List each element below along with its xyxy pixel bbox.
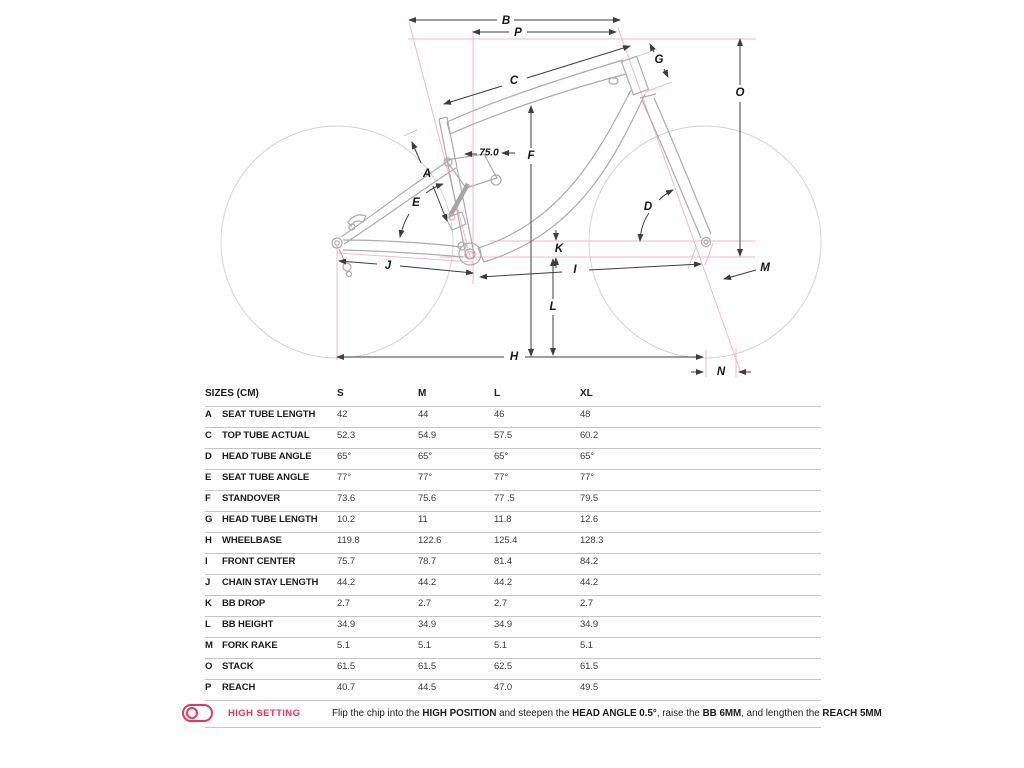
seat-angle-value: 75.0 bbox=[479, 147, 499, 159]
row-P-value-S: 40.7 bbox=[337, 682, 356, 694]
row-D-value-L: 65° bbox=[494, 451, 509, 463]
row-key-F: F bbox=[205, 493, 211, 505]
table-row bbox=[205, 512, 821, 533]
front-axle bbox=[702, 238, 711, 247]
row-label-J: CHAIN STAY LENGTH bbox=[222, 577, 319, 589]
row-key-L: L bbox=[205, 619, 211, 631]
row-J-value-S: 44.2 bbox=[337, 577, 356, 589]
row-C-value-XL: 60.2 bbox=[580, 430, 599, 442]
row-A-value-XL: 48 bbox=[580, 409, 591, 421]
row-O-value-L: 62.5 bbox=[494, 661, 513, 673]
row-I-value-S: 75.7 bbox=[337, 556, 356, 568]
table-row bbox=[205, 554, 821, 575]
geometry-table bbox=[205, 386, 882, 728]
column-header-l: L bbox=[494, 388, 501, 400]
row-key-M: M bbox=[205, 640, 213, 652]
dim-label-E: E bbox=[412, 197, 420, 210]
row-A-value-L: 46 bbox=[494, 409, 505, 421]
row-P-value-XL: 49.5 bbox=[580, 682, 599, 694]
row-label-E: SEAT TUBE ANGLE bbox=[222, 472, 310, 484]
dim-label-O: O bbox=[735, 87, 745, 100]
row-G-value-L: 11.8 bbox=[494, 514, 512, 526]
row-D-value-S: 65° bbox=[337, 451, 352, 463]
row-E-value-M: 77° bbox=[418, 472, 433, 484]
row-key-D: D bbox=[205, 451, 212, 463]
row-D-value-XL: 65° bbox=[580, 451, 595, 463]
row-M-value-M: 5.1 bbox=[418, 640, 431, 652]
row-label-A: SEAT TUBE LENGTH bbox=[222, 409, 316, 421]
table-row bbox=[205, 638, 821, 659]
row-key-K: K bbox=[205, 598, 212, 610]
row-F-value-XL: 79.5 bbox=[580, 493, 599, 505]
row-A-value-S: 42 bbox=[337, 409, 348, 421]
row-E-value-S: 77° bbox=[337, 472, 352, 484]
dim-label-G: G bbox=[654, 54, 664, 67]
row-K-value-L: 2.7 bbox=[494, 598, 507, 610]
row-K-value-XL: 2.7 bbox=[580, 598, 593, 610]
row-E-value-L: 77° bbox=[494, 472, 509, 484]
row-key-G: G bbox=[205, 514, 213, 526]
row-F-value-L: 77 .5 bbox=[494, 493, 515, 505]
table-row bbox=[205, 659, 821, 680]
row-E-value-XL: 77° bbox=[580, 472, 595, 484]
row-K-value-S: 2.7 bbox=[337, 598, 350, 610]
row-label-D: HEAD TUBE ANGLE bbox=[222, 451, 312, 463]
row-key-A: A bbox=[205, 409, 212, 421]
row-M-value-L: 5.1 bbox=[494, 640, 507, 652]
row-L-value-S: 34.9 bbox=[337, 619, 356, 631]
column-header-m: M bbox=[418, 388, 427, 400]
row-label-C: TOP TUBE ACTUAL bbox=[222, 430, 310, 442]
row-L-value-XL: 34.9 bbox=[580, 619, 599, 631]
dim-label-K: K bbox=[554, 243, 564, 256]
dim-label-C: C bbox=[509, 75, 519, 88]
row-I-value-M: 78.7 bbox=[418, 556, 437, 568]
column-header-s: S bbox=[337, 388, 344, 400]
row-L-value-L: 34.9 bbox=[494, 619, 513, 631]
chip-dot-icon bbox=[186, 707, 198, 719]
row-label-I: FRONT CENTER bbox=[222, 556, 296, 568]
dimension-lines bbox=[337, 20, 756, 372]
row-label-K: BB DROP bbox=[222, 598, 266, 610]
row-H-value-S: 119.8 bbox=[337, 535, 360, 547]
row-C-value-S: 52.3 bbox=[337, 430, 356, 442]
row-C-value-M: 54.9 bbox=[418, 430, 437, 442]
row-D-value-M: 65° bbox=[418, 451, 433, 463]
table-row bbox=[205, 491, 821, 512]
row-M-value-XL: 5.1 bbox=[580, 640, 593, 652]
table-row bbox=[205, 533, 821, 554]
row-L-value-M: 34.9 bbox=[418, 619, 437, 631]
dimension-labels bbox=[385, 15, 770, 378]
column-header-xl: XL bbox=[580, 388, 593, 400]
row-H-value-L: 125.4 bbox=[494, 535, 518, 547]
row-key-I: I bbox=[205, 556, 208, 568]
dim-label-P: P bbox=[514, 27, 522, 40]
dim-label-H: H bbox=[509, 351, 519, 364]
wheel-circles bbox=[221, 126, 821, 358]
frame-outline bbox=[332, 56, 711, 276]
table-title: SIZES (CM) bbox=[205, 388, 259, 400]
dim-label-M: M bbox=[760, 262, 770, 275]
row-label-L: BB HEIGHT bbox=[222, 619, 274, 631]
row-H-value-XL: 128.3 bbox=[580, 535, 604, 547]
row-key-C: C bbox=[205, 430, 212, 442]
dim-label-N: N bbox=[716, 366, 726, 379]
row-key-E: E bbox=[205, 472, 212, 484]
high-setting-row bbox=[205, 701, 882, 728]
row-I-value-XL: 84.2 bbox=[580, 556, 599, 568]
row-key-H: H bbox=[205, 535, 212, 547]
frame-logo-badge bbox=[609, 78, 618, 84]
row-label-G: HEAD TUBE LENGTH bbox=[222, 514, 318, 526]
dim-label-A: A bbox=[422, 168, 432, 181]
row-F-value-M: 75.6 bbox=[418, 493, 437, 505]
row-O-value-XL: 61.5 bbox=[580, 661, 599, 673]
row-label-P: REACH bbox=[222, 682, 256, 694]
high-setting-description: Flip the chip into the HIGH POSITION and steepen the HEAD ANGLE 0.5°, raise the BB 6MM, and lengthen the REACH 5MM bbox=[332, 708, 882, 719]
guide-lines bbox=[337, 22, 756, 377]
row-I-value-L: 81.4 bbox=[494, 556, 513, 568]
row-J-value-L: 44.2 bbox=[494, 577, 513, 589]
row-key-J: J bbox=[205, 577, 211, 589]
table-header-row bbox=[205, 386, 821, 407]
row-O-value-M: 61.5 bbox=[418, 661, 437, 673]
dim-label-I: I bbox=[573, 264, 577, 277]
dim-label-L: L bbox=[549, 301, 557, 314]
row-label-H: WHEELBASE bbox=[222, 535, 282, 547]
dim-label-F: F bbox=[527, 150, 535, 163]
row-J-value-M: 44.2 bbox=[418, 577, 437, 589]
row-A-value-M: 44 bbox=[418, 409, 429, 421]
table-row bbox=[205, 470, 821, 491]
row-key-O: O bbox=[205, 661, 213, 673]
row-key-P: P bbox=[205, 682, 212, 694]
chain-stay bbox=[343, 240, 461, 247]
row-label-F: STANDOVER bbox=[222, 493, 281, 505]
table-row bbox=[205, 575, 821, 596]
row-G-value-XL: 12.6 bbox=[580, 514, 599, 526]
row-M-value-S: 5.1 bbox=[337, 640, 350, 652]
row-H-value-M: 122.6 bbox=[418, 535, 442, 547]
row-K-value-M: 2.7 bbox=[418, 598, 431, 610]
rocker-link bbox=[446, 154, 497, 188]
row-G-value-S: 10.2 bbox=[337, 514, 356, 526]
table-row bbox=[205, 596, 821, 617]
front-wheel-circle bbox=[589, 126, 821, 358]
row-P-value-M: 44.5 bbox=[418, 682, 437, 694]
flip-chip-icon bbox=[182, 704, 213, 722]
row-C-value-L: 57.5 bbox=[494, 430, 513, 442]
row-G-value-M: 11 bbox=[418, 514, 428, 526]
row-J-value-XL: 44.2 bbox=[580, 577, 599, 589]
table-row bbox=[205, 449, 821, 470]
dim-label-J: J bbox=[384, 260, 392, 273]
table-row bbox=[205, 680, 821, 701]
table-row bbox=[205, 428, 821, 449]
seat-stay bbox=[341, 160, 450, 237]
row-label-O: STACK bbox=[222, 661, 254, 673]
table-row bbox=[205, 617, 821, 638]
row-O-value-S: 61.5 bbox=[337, 661, 356, 673]
table-row bbox=[205, 407, 821, 428]
row-F-value-S: 73.6 bbox=[337, 493, 356, 505]
dim-label-B: B bbox=[501, 15, 511, 28]
row-P-value-L: 47.0 bbox=[494, 682, 513, 694]
row-label-M: FORK RAKE bbox=[222, 640, 278, 652]
high-setting-label: HIGH SETTING bbox=[228, 708, 301, 719]
fork bbox=[642, 100, 701, 238]
table-body bbox=[205, 407, 821, 701]
dim-label-D: D bbox=[643, 201, 653, 214]
